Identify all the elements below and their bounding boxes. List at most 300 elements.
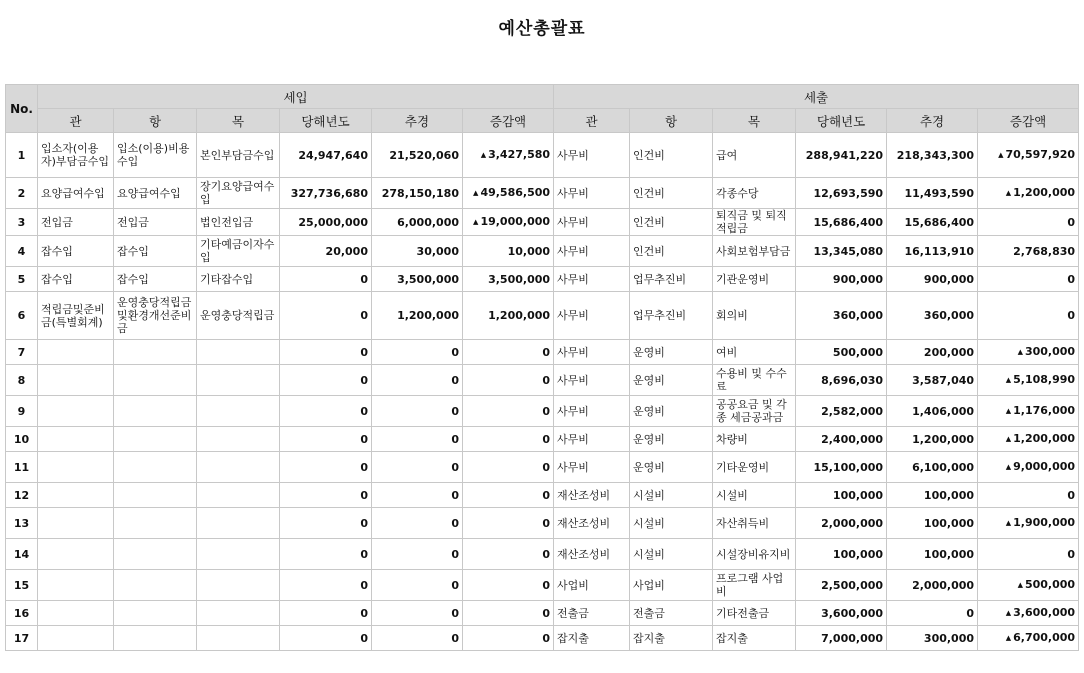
income-gwan-value: 잡수입 [41,244,73,258]
income-mok-value: 본인부담금수입 [200,148,275,162]
expense-hang-cell [630,601,713,626]
table-row [6,601,1079,626]
expense-change-value: 1,200,000 [1013,432,1076,445]
expense-change-cell [978,508,1079,539]
income-current-year-cell [280,570,372,601]
expense-current-year-value: 288,941,220 [805,148,884,162]
expense-change-value: 1,176,000 [1013,404,1076,417]
expense-change-value: 0 [1067,272,1076,286]
expense-hang-value: 인건비 [633,215,665,229]
income-hang-cell [114,365,197,396]
expense-hang-cell [630,626,713,651]
income-supplementary-cell [372,452,463,483]
expense-change-cell [978,570,1079,601]
expense-supplementary-cell [887,626,978,651]
table-row [6,570,1079,601]
expense-change-value: 3,600,000 [1013,606,1076,619]
expense-hang-cell [630,508,713,539]
header-row-groups [6,85,1079,109]
income-supplementary-cell [372,427,463,452]
expense-hang-cell [630,452,713,483]
income-supplementary-value: 0 [451,488,459,502]
expense-change-value: 2,768,830 [1013,244,1076,258]
header-expense-mok: 목 [713,109,796,133]
expense-current-year-cell [796,570,887,601]
income-change-value: 0 [542,547,551,561]
income-hang-cell [114,133,197,178]
expense-gwan-cell [554,570,630,601]
income-supplementary-value: 0 [451,373,459,387]
income-change-cell [463,267,554,292]
row-number [6,452,38,483]
expense-current-year-value: 2,500,000 [821,578,884,592]
income-current-year-cell [280,133,372,178]
expense-current-year-cell [796,340,887,365]
income-mok-value: 장기요양급여수입 [200,180,275,206]
expense-mok-cell [713,427,796,452]
decrease-triangle-icon: ▲ [1005,189,1012,197]
income-supplementary-cell [372,178,463,209]
income-supplementary-cell [372,601,463,626]
income-supplementary-cell [372,396,463,427]
expense-supplementary-value: 218,343,300 [896,148,975,162]
expense-supplementary-value: 100,000 [923,547,975,561]
expense-mok-value: 자산취득비 [716,516,770,530]
expense-change-value: 9,000,000 [1013,460,1076,473]
income-current-year-cell [280,452,372,483]
row-number: 16 [13,606,30,620]
expense-gwan-value: 사업비 [557,578,589,592]
income-gwan-cell [38,539,114,570]
expense-supplementary-value: 300,000 [923,631,975,645]
row-number [6,483,38,508]
expense-supplementary-value: 900,000 [923,272,975,286]
expense-gwan-cell [554,396,630,427]
expense-change-value: 0 [1067,547,1076,561]
decrease-triangle-icon: ▲ [1017,348,1023,356]
income-supplementary-cell [372,626,463,651]
expense-mok-value: 차량비 [716,432,748,446]
expense-current-year-value: 100,000 [832,488,884,502]
income-change-cell [463,508,554,539]
expense-mok-value: 수용비 및 수수료 [716,367,787,393]
page-title: 예산총괄표 [498,19,586,39]
expense-mok-cell [713,209,796,236]
expense-mok-cell [713,601,796,626]
expense-hang-cell [630,133,713,178]
income-change-value: 0 [542,606,551,620]
income-change-value: 3,427,580 [488,148,551,161]
income-change-cell [463,292,554,340]
income-change-value: 10,000 [507,244,551,258]
expense-supplementary-cell [887,178,978,209]
expense-mok-cell [713,570,796,601]
expense-hang-value: 시설비 [633,547,665,561]
income-gwan-value: 잡수입 [41,272,73,286]
decrease-triangle-icon: ▲ [1005,634,1012,642]
expense-gwan-value: 사무비 [557,148,589,162]
expense-change-cell [978,340,1079,365]
row-number [6,292,38,340]
expense-gwan-value: 사무비 [557,373,589,387]
expense-change-value: 1,200,000 [1013,186,1076,199]
income-mok-cell [197,396,280,427]
income-current-year-value: 0 [360,488,368,502]
expense-gwan-cell [554,267,630,292]
expense-mok-cell [713,508,796,539]
income-current-year-cell [280,340,372,365]
expense-change-cell [978,452,1079,483]
income-hang-cell [114,292,197,340]
income-mok-value: 법인전입금 [200,215,254,229]
expense-mok-cell [713,292,796,340]
income-hang-cell [114,539,197,570]
income-change-value: 0 [542,460,551,474]
income-change-value: 0 [542,373,551,387]
decrease-triangle-icon: ▲ [473,218,479,226]
income-supplementary-cell [372,483,463,508]
income-hang-cell [114,427,197,452]
expense-supplementary-value: 1,200,000 [912,432,975,446]
income-current-year-value: 0 [360,404,368,418]
row-number [6,396,38,427]
header-income-mok: 목 [197,109,280,133]
expense-current-year-cell [796,483,887,508]
header-income-current-year: 당해년도 [280,109,372,133]
decrease-triangle-icon: ▲ [480,151,487,159]
expense-change-value: 5,108,990 [1013,373,1076,386]
expense-supplementary-value: 100,000 [923,488,975,502]
expense-mok-cell [713,133,796,178]
income-gwan-value: 적립금및준비금(특별회계) [41,302,105,329]
income-supplementary-value: 6,000,000 [397,215,459,229]
expense-current-year-value: 2,000,000 [821,516,884,530]
expense-supplementary-cell [887,508,978,539]
income-gwan-cell [38,427,114,452]
expense-hang-value: 시설비 [633,516,665,530]
expense-hang-value: 업무추진비 [633,272,687,286]
expense-supplementary-cell [887,539,978,570]
income-supplementary-value: 21,520,060 [389,148,459,162]
income-supplementary-cell [372,133,463,178]
expense-change-cell [978,292,1079,340]
table-row [6,396,1079,427]
income-gwan-cell [38,365,114,396]
expense-gwan-value: 사무비 [557,404,589,418]
expense-mok-cell [713,267,796,292]
income-current-year-cell [280,601,372,626]
table-row [6,483,1079,508]
expense-mok-cell [713,236,796,267]
income-current-year-value: 20,000 [325,244,368,258]
expense-supplementary-value: 200,000 [923,345,975,359]
income-current-year-cell [280,292,372,340]
income-gwan-cell [38,178,114,209]
income-change-value: 0 [542,432,551,446]
expense-hang-cell [630,539,713,570]
row-number: 6 [17,309,26,322]
table-row [6,267,1079,292]
expense-hang-value: 인건비 [633,244,665,258]
expense-supplementary-cell [887,452,978,483]
income-hang-cell [114,626,197,651]
header-expense-supplementary: 추경 [887,109,978,133]
income-hang-cell [114,267,197,292]
expense-change-cell [978,483,1079,508]
expense-gwan-value: 사무비 [557,460,589,474]
income-change-value: 0 [542,488,551,502]
expense-gwan-value: 사무비 [557,432,589,446]
expense-hang-value: 시설비 [633,488,665,502]
table-body [6,133,1079,651]
expense-hang-cell [630,236,713,267]
income-current-year-value: 0 [360,547,368,561]
expense-hang-cell [630,570,713,601]
expense-supplementary-cell [887,209,978,236]
expense-supplementary-cell [887,427,978,452]
expense-supplementary-cell [887,601,978,626]
expense-gwan-cell [554,539,630,570]
income-mok-cell [197,508,280,539]
expense-supplementary-cell [887,236,978,267]
income-hang-value: 전입금 [117,215,149,229]
expense-gwan-cell [554,508,630,539]
income-current-year-value: 0 [360,631,368,645]
expense-gwan-value: 잡지출 [557,631,589,645]
income-mok-cell [197,570,280,601]
income-current-year-value: 0 [360,606,368,620]
budget-summary-table [5,84,1079,651]
expense-current-year-cell [796,178,887,209]
income-change-cell [463,483,554,508]
expense-gwan-cell [554,365,630,396]
row-number [6,236,38,267]
income-hang-cell [114,601,197,626]
income-current-year-cell [280,267,372,292]
expense-supplementary-value: 0 [966,606,975,620]
income-gwan-cell [38,483,114,508]
income-change-cell [463,209,554,236]
expense-supplementary-cell [887,133,978,178]
header-expense-gwan: 관 [554,109,630,133]
income-gwan-cell [38,601,114,626]
income-hang-value: 잡수입 [117,244,149,258]
row-number: 17 [13,631,30,645]
expense-gwan-value: 재산조성비 [557,488,611,502]
income-change-cell [463,570,554,601]
expense-gwan-cell [554,427,630,452]
header-no: No. [6,85,38,133]
income-gwan-cell [38,508,114,539]
expense-current-year-value: 360,000 [832,309,884,322]
income-change-value: 19,000,000 [480,215,551,228]
income-change-cell [463,427,554,452]
expense-hang-cell [630,427,713,452]
expense-mok-value: 사회보험부담금 [716,244,791,258]
income-current-year-cell [280,626,372,651]
income-hang-cell [114,452,197,483]
expense-supplementary-value: 16,113,910 [904,244,975,258]
expense-mok-cell [713,365,796,396]
expense-current-year-value: 15,100,000 [813,460,884,474]
income-supplementary-value: 0 [451,516,459,530]
income-change-value: 3,500,000 [488,272,551,286]
header-income-supplementary: 추경 [372,109,463,133]
income-gwan-cell [38,452,114,483]
decrease-triangle-icon: ▲ [998,151,1004,159]
income-mok-cell [197,365,280,396]
expense-current-year-value: 12,693,590 [813,186,884,200]
income-change-value: 0 [542,516,551,530]
expense-mok-value: 시설비 [716,488,748,502]
income-current-year-cell [280,508,372,539]
income-mok-cell [197,209,280,236]
income-gwan-cell [38,236,114,267]
header-expense-hang: 항 [630,109,713,133]
expense-hang-value: 운영비 [633,404,665,418]
expense-change-cell [978,427,1079,452]
expense-hang-value: 인건비 [633,186,665,200]
income-current-year-value: 327,736,680 [290,186,368,200]
expense-change-value: 1,900,000 [1013,516,1076,529]
income-gwan-cell [38,626,114,651]
income-supplementary-cell [372,365,463,396]
expense-hang-value: 사업비 [633,578,665,592]
expense-gwan-cell [554,626,630,651]
income-mok-cell [197,601,280,626]
income-current-year-cell [280,396,372,427]
income-mok-value: 기타잡수입 [200,272,254,286]
expense-gwan-cell [554,292,630,340]
expense-mok-cell [713,539,796,570]
expense-change-value: 0 [1067,488,1076,502]
header-expense: 세출 [554,85,1079,109]
income-current-year-value: 0 [360,373,368,387]
expense-supplementary-value: 100,000 [923,516,975,530]
expense-change-cell [978,236,1079,267]
income-change-value: 0 [542,578,551,592]
expense-current-year-cell [796,539,887,570]
row-number: 11 [13,460,30,474]
income-current-year-cell [280,483,372,508]
expense-current-year-cell [796,365,887,396]
expense-gwan-cell [554,133,630,178]
income-change-cell [463,452,554,483]
header-expense-current-year: 당해년도 [796,109,887,133]
expense-hang-cell [630,292,713,340]
row-number: 10 [13,432,30,446]
expense-mok-value: 각종수당 [716,186,759,200]
row-number [6,539,38,570]
expense-hang-value: 운영비 [633,345,665,359]
income-hang-value: 잡수입 [117,272,149,286]
income-mok-value: 기타예금이자수입 [200,238,275,264]
income-supplementary-cell [372,570,463,601]
expense-current-year-cell [796,267,887,292]
income-hang-value: 운영충당적립금및환경개선준비금 [117,296,192,335]
row-number: 13 [13,516,30,530]
expense-change-value: 0 [1067,309,1076,322]
income-current-year-value: 0 [360,578,368,592]
row-number [6,267,38,292]
header-income-hang: 항 [114,109,197,133]
expense-mok-value: 기관운영비 [716,272,770,286]
expense-mok-cell [713,396,796,427]
expense-supplementary-value: 6,100,000 [912,460,975,474]
income-gwan-value: 요양급여수입 [41,186,105,200]
income-supplementary-value: 0 [451,460,459,474]
expense-hang-cell [630,365,713,396]
expense-gwan-value: 재산조성비 [557,547,611,561]
income-change-cell [463,601,554,626]
expense-change-cell [978,626,1079,651]
income-hang-cell [114,570,197,601]
expense-supplementary-cell [887,570,978,601]
income-mok-cell [197,340,280,365]
income-current-year-value: 25,000,000 [298,215,368,229]
decrease-triangle-icon: ▲ [1005,435,1012,443]
table-row [6,178,1079,209]
expense-current-year-cell [796,626,887,651]
table-row [6,539,1079,570]
expense-hang-value: 전출금 [633,606,665,620]
expense-hang-value: 운영비 [633,432,665,446]
income-supplementary-value: 278,150,180 [381,186,459,200]
expense-gwan-value: 사무비 [557,215,589,229]
decrease-triangle-icon: ▲ [473,189,479,197]
income-supplementary-cell [372,292,463,340]
income-change-cell [463,236,554,267]
table-row [6,626,1079,651]
expense-current-year-value: 13,345,080 [813,244,884,258]
decrease-triangle-icon: ▲ [1005,519,1012,527]
table-row [6,508,1079,539]
row-number [6,508,38,539]
income-change-cell [463,626,554,651]
expense-change-value: 0 [1067,215,1076,229]
expense-gwan-cell [554,601,630,626]
expense-current-year-value: 8,696,030 [821,373,884,387]
income-gwan-cell [38,292,114,340]
income-mok-cell [197,452,280,483]
income-supplementary-cell [372,539,463,570]
income-current-year-value: 24,947,640 [298,148,368,162]
income-supplementary-value: 0 [451,547,459,561]
income-gwan-cell [38,340,114,365]
row-number [6,365,38,396]
expense-mok-cell [713,452,796,483]
expense-hang-cell [630,267,713,292]
expense-current-year-cell [796,427,887,452]
expense-gwan-value: 사무비 [557,244,589,258]
expense-mok-value: 퇴직금 및 퇴직적립금 [716,209,787,235]
income-current-year-cell [280,365,372,396]
header-income: 세입 [38,85,554,109]
row-number: 3 [17,215,26,229]
income-gwan-cell [38,267,114,292]
income-hang-cell [114,209,197,236]
expense-mok-cell [713,626,796,651]
row-number: 1 [17,148,26,162]
income-change-cell [463,365,554,396]
income-current-year-cell [280,539,372,570]
expense-gwan-cell [554,340,630,365]
expense-mok-value: 회의비 [716,309,748,322]
income-change-value: 0 [542,345,551,359]
income-supplementary-value: 0 [451,631,459,645]
income-current-year-cell [280,236,372,267]
row-number: 5 [17,272,26,286]
